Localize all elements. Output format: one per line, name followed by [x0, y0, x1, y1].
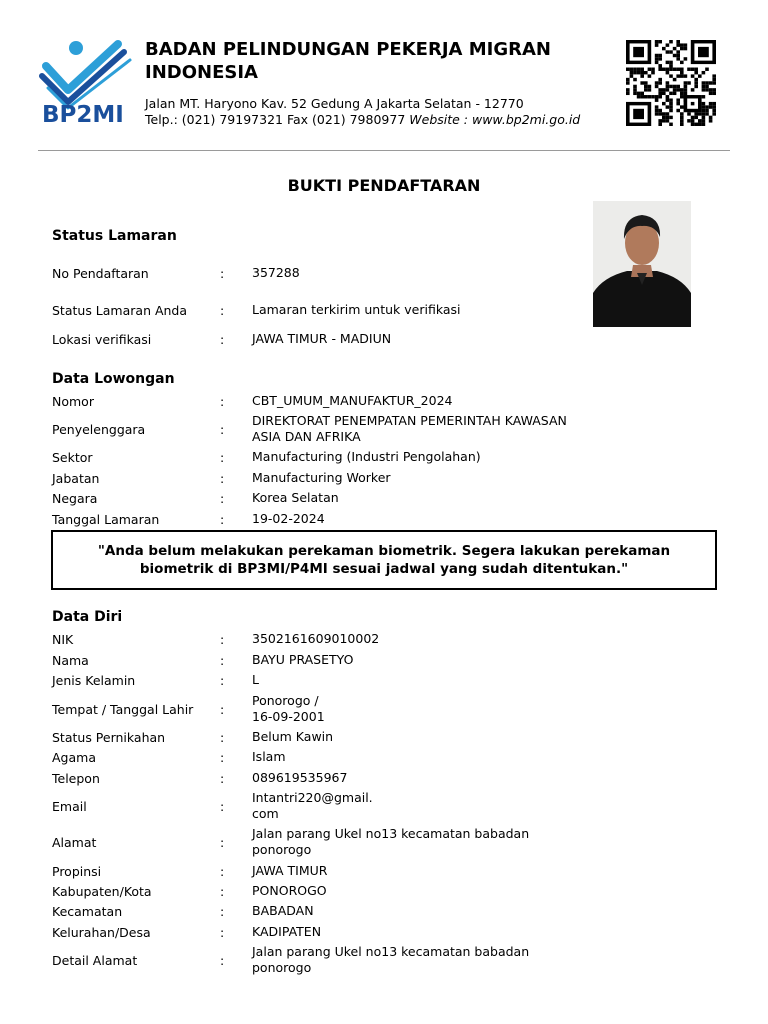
- field-label: Tanggal Lamaran: [52, 511, 160, 527]
- field-separator: :: [220, 770, 225, 786]
- lowongan-row: [52, 510, 612, 528]
- org-address-block: [145, 96, 615, 128]
- field-separator: :: [220, 924, 225, 940]
- section-diri-heading: Data Diri: [52, 609, 123, 625]
- field-label: NIK: [52, 631, 74, 647]
- field-separator: :: [220, 470, 225, 486]
- field-separator: :: [220, 672, 225, 688]
- field-value: KADIPATEN: [252, 924, 322, 939]
- field-separator: :: [220, 421, 225, 437]
- header-divider: [38, 150, 730, 151]
- diri-row: [52, 630, 612, 648]
- field-label: Kelurahan/Desa: [52, 924, 151, 940]
- diri-row: [52, 692, 612, 726]
- field-label: Status Pernikahan: [52, 729, 166, 745]
- field-value: Manufacturing (Industri Pengolahan): [252, 449, 481, 464]
- field-value: 19-02-2024: [252, 511, 325, 526]
- status-row: [52, 264, 612, 282]
- diri-row: [52, 789, 612, 823]
- field-label: Telepon: [52, 770, 100, 786]
- field-value: Korea Selatan: [252, 490, 339, 505]
- org-name: BADAN PELINDUNGAN PEKERJA MIGRAN INDONESIA: [145, 39, 551, 83]
- field-value: BABADAN: [252, 903, 314, 918]
- field-label: Kabupaten/Kota: [52, 883, 152, 899]
- field-label: Penyelenggara: [52, 421, 146, 437]
- field-value: L: [252, 672, 259, 687]
- field-separator: :: [220, 863, 225, 879]
- field-separator: :: [220, 749, 225, 765]
- field-separator: :: [220, 798, 225, 814]
- diri-row: [52, 671, 612, 689]
- field-value: Jalan parang Ukel no13 kecamatan babadan ponorogo: [252, 944, 530, 975]
- field-label: Agama: [52, 749, 96, 765]
- diri-row: [52, 769, 612, 787]
- field-value: JAWA TIMUR - MADIUN: [252, 331, 392, 346]
- field-separator: :: [220, 631, 225, 647]
- org-website: Website : www.bp2mi.go.id: [409, 112, 581, 127]
- field-value: CBT_UMUM_MANUFAKTUR_2024: [252, 393, 453, 408]
- field-separator: :: [220, 952, 225, 968]
- status-row: [52, 330, 612, 348]
- field-value: DIREKTORAT PENEMPATAN PEMERINTAH KAWASAN ASIA DAN AFRIKA: [252, 413, 567, 444]
- field-separator: :: [220, 511, 225, 527]
- field-label: Kecamatan: [52, 903, 123, 919]
- field-value: Lamaran terkirim untuk verifikasi: [252, 302, 461, 317]
- diri-row: [52, 882, 612, 900]
- lowongan-row: [52, 392, 612, 410]
- field-label: Jabatan: [52, 470, 100, 486]
- field-value: Jalan parang Ukel no13 kecamatan babadan ponorogo: [252, 826, 530, 857]
- diri-row: [52, 923, 612, 941]
- document-title: BUKTI PENDAFTARAN: [287, 176, 481, 195]
- field-value: BAYU PRASETYO: [252, 652, 354, 667]
- field-label: Negara: [52, 490, 98, 506]
- field-label: Detail Alamat: [52, 952, 138, 968]
- lowongan-row: [52, 448, 612, 466]
- field-separator: :: [220, 449, 225, 465]
- status-row: [52, 301, 612, 319]
- org-address: Jalan MT. Haryono Kav. 52 Gedung A Jakarta Selatan - 12770: [145, 96, 524, 111]
- section-lowongan-heading: Data Lowongan: [52, 371, 175, 387]
- section-status-heading: Status Lamaran: [52, 228, 177, 244]
- field-separator: :: [220, 729, 225, 745]
- field-value: 357288: [252, 265, 300, 280]
- diri-row: [52, 748, 612, 766]
- field-label: Sektor: [52, 449, 93, 465]
- field-value: JAWA TIMUR: [252, 863, 328, 878]
- field-label: Jenis Kelamin: [52, 672, 136, 688]
- field-label: Lokasi verifikasi: [52, 331, 152, 347]
- diri-row: [52, 862, 612, 880]
- field-label: No Pendaftaran: [52, 265, 149, 281]
- field-separator: :: [220, 265, 225, 281]
- lowongan-row: [52, 489, 612, 507]
- field-separator: :: [220, 302, 225, 318]
- field-value: Islam: [252, 749, 286, 764]
- field-label: Email: [52, 798, 87, 814]
- biometric-notice: [51, 530, 717, 590]
- diri-row: [52, 825, 612, 859]
- field-value: 089619535967: [252, 770, 348, 785]
- lowongan-row: [52, 412, 612, 446]
- diri-row: [52, 902, 612, 920]
- logo-text: BP2MI: [42, 102, 124, 128]
- field-separator: :: [220, 490, 225, 506]
- field-separator: :: [220, 652, 225, 668]
- field-value: Intantri220@gmail. com: [252, 790, 373, 821]
- diri-row: [52, 943, 612, 977]
- field-label: Alamat: [52, 834, 97, 850]
- field-separator: :: [220, 883, 225, 899]
- field-value: Belum Kawin: [252, 729, 334, 744]
- field-value: Manufacturing Worker: [252, 470, 391, 485]
- biometric-notice-text: "Anda belum melakukan perekaman biometrik. Segera lakukan perekaman biometrik di BP3MI/P4MI sesuai jadwal yang sudah ditentukan.": [97, 543, 671, 577]
- field-value: 3502161609010002: [252, 631, 380, 646]
- field-value: Ponorogo / 16-09-2001: [252, 693, 325, 724]
- field-label: Tempat / Tanggal Lahir: [52, 701, 194, 717]
- qr-code: [626, 40, 716, 126]
- field-separator: :: [220, 331, 225, 347]
- field-value: PONOROGO: [252, 883, 327, 898]
- field-separator: :: [220, 701, 225, 717]
- field-separator: :: [220, 903, 225, 919]
- lowongan-row: [52, 469, 612, 487]
- field-label: Propinsi: [52, 863, 102, 879]
- field-separator: :: [220, 393, 225, 409]
- field-label: Nama: [52, 652, 89, 668]
- org-contact: Telp.: (021) 79197321 Fax (021) 7980977: [145, 112, 410, 127]
- field-label: Nomor: [52, 393, 94, 409]
- bp2mi-logo: [38, 38, 134, 128]
- diri-row: [52, 728, 612, 746]
- field-separator: :: [220, 834, 225, 850]
- field-label: Status Lamaran Anda: [52, 302, 188, 318]
- diri-row: [52, 651, 612, 669]
